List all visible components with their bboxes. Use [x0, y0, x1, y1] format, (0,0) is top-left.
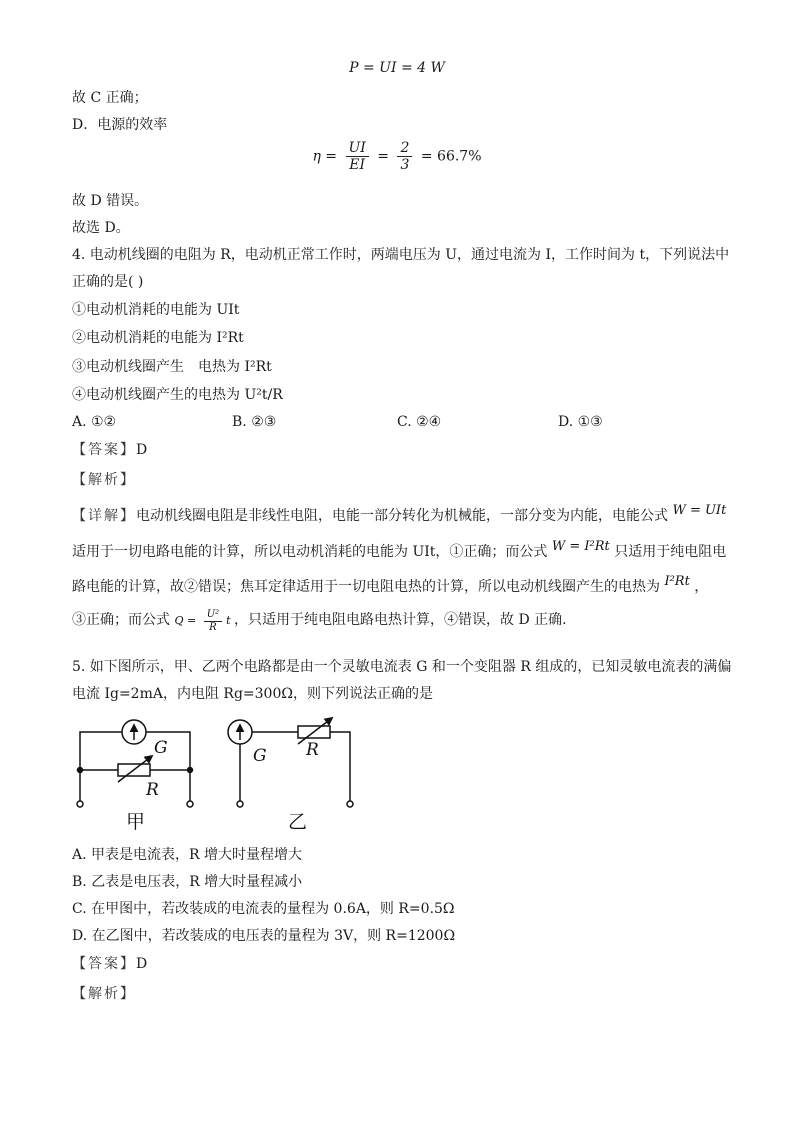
formula-q	[174, 608, 234, 633]
eta-result: = 66.7%	[420, 148, 482, 165]
equation-power	[0, 60, 794, 76]
fraction-two-thirds	[397, 140, 412, 173]
q4-item-4: ④电动机线圈产生的电热为 U²t/R	[72, 387, 283, 403]
fraction-denominator: 3	[400, 157, 410, 173]
equation-efficiency	[0, 140, 794, 173]
circuit-yi-r-label: R	[306, 740, 319, 760]
rheostat-arrow	[118, 756, 152, 782]
q5-option-b: B. 乙表是电压表，R 增大时量程减小	[72, 874, 303, 890]
q4-detail-line4	[72, 606, 567, 635]
q4-option-a: A. ①②	[72, 414, 117, 430]
q4-stem-line1: 4. 电动机线圈的电阻为 R，电动机正常工作时，两端电压为 U，通过电流为 I，工作时间为 t，下列说法中	[72, 247, 730, 263]
equals-sign: =	[377, 148, 390, 165]
eta-lhs: η =	[312, 148, 338, 165]
line-d-efficiency: D．电源的效率	[72, 117, 168, 133]
formula-i2rt: I²Rt	[664, 574, 690, 589]
wire	[330, 732, 350, 802]
circuit-yi	[228, 718, 353, 807]
q4-item-1: ①电动机消耗的电能为 UIt	[72, 302, 240, 318]
terminal	[347, 801, 353, 807]
q4-option-d: D. ①③	[558, 414, 603, 430]
detail-text: ，	[694, 579, 709, 595]
terminal	[77, 801, 83, 807]
q4-answer	[72, 440, 147, 460]
q5-stem-line2: 电流 Ig=2mA，内电阻 Rg=300Ω，则下列说法正确的是	[72, 686, 433, 702]
analysis-tag: 【解析】	[72, 472, 136, 488]
detail-tag: 【详解】	[72, 508, 136, 524]
detail-text: ③正确；而公式	[72, 612, 170, 628]
q5-analysis-tag	[72, 984, 136, 1004]
junction-dot	[188, 768, 193, 773]
fraction-numerator: UI	[346, 140, 369, 157]
detail-text: 路电能的计算，故②错误；焦耳定律适用于一切电阻电热的计算，所以电动机线圈产生的电热为	[72, 579, 660, 595]
answer-value: D	[136, 442, 148, 458]
detail-text: 适用于一切电路电能的计算，所以电动机消耗的电能为 UIt，①正确；而公式	[72, 544, 548, 560]
equation-power-text: P = UI = 4 W	[349, 60, 445, 76]
detail-text: 电动机线圈电阻是非线性电阻，电能一部分转化为机械能，一部分变为内能，电能公式	[136, 508, 668, 524]
detail-text: 只适用于纯电阻电	[614, 544, 727, 560]
circuit-jia-g-label: G	[154, 738, 168, 758]
circuit-jia	[77, 720, 193, 807]
circuit-jia-caption: 甲	[126, 811, 146, 833]
q4-option-b: B. ②③	[232, 414, 277, 430]
line-c-correct: 故 C 正确；	[72, 90, 148, 106]
answer-tag: 【答案】	[72, 442, 136, 458]
circuit-yi-caption: 乙	[288, 811, 308, 833]
line-d-wrong: 故 D 错误。	[72, 193, 149, 209]
q4-detail-line2	[72, 539, 727, 563]
fraction-denominator: R	[209, 621, 217, 633]
q5-option-d: D. 在乙图中，若改装成的电压表的量程为 3V，则 R=1200Ω	[72, 928, 456, 944]
q4-stem-line2: 正确的是( )	[72, 274, 144, 290]
q4-detail-line1	[72, 503, 727, 527]
answer-tag: 【答案】	[72, 956, 136, 972]
terminal	[237, 801, 243, 807]
q5-stem-line1: 5. 如下图所示，甲、乙两个电路都是由一个灵敏电流表 G 和一个变阻器 R 组成的，已知灵敏电流表的满偏	[72, 659, 732, 675]
fraction-numerator: U²	[204, 609, 222, 622]
terminal	[187, 801, 193, 807]
wire	[80, 732, 122, 802]
q5-option-c: C. 在甲图中，若改装成的电流表的量程为 0.6A，则 R=0.5Ω	[72, 901, 455, 917]
formula-q-fraction	[204, 609, 222, 634]
fraction-numerator: 2	[397, 140, 412, 157]
q4-item-3: ③电动机线圈产生 电热为 I²Rt	[72, 359, 272, 375]
q5-option-a: A. 甲表是电流表，R 增大时量程增大	[72, 847, 303, 863]
circuit-yi-g-label: G	[253, 746, 267, 766]
q4-detail-line3	[72, 574, 709, 598]
junction-dot	[78, 768, 83, 773]
formula-q-lhs: Q =	[174, 614, 197, 627]
circuit-jia-r-label: R	[146, 780, 159, 800]
formula-w-uit: W = UIt	[672, 503, 727, 518]
line-choose-d: 故选 D。	[72, 220, 130, 236]
formula-q-tail: t	[226, 614, 231, 627]
q4-option-c: C. ②④	[397, 414, 442, 430]
q5-answer	[72, 954, 147, 974]
q4-item-2: ②电动机消耗的电能为 I²Rt	[72, 330, 244, 346]
detail-text: ，只适用于纯电阻电路电热计算，④错误，故 D 正确.	[234, 612, 567, 628]
fraction-ui-ei	[346, 140, 369, 173]
answer-value: D	[136, 956, 148, 972]
circuit-diagrams	[60, 712, 380, 837]
analysis-tag: 【解析】	[72, 986, 136, 1002]
q4-analysis-tag	[72, 470, 136, 490]
formula-w-i2rt: W = I²Rt	[551, 539, 610, 554]
fraction-denominator: EI	[349, 157, 366, 173]
